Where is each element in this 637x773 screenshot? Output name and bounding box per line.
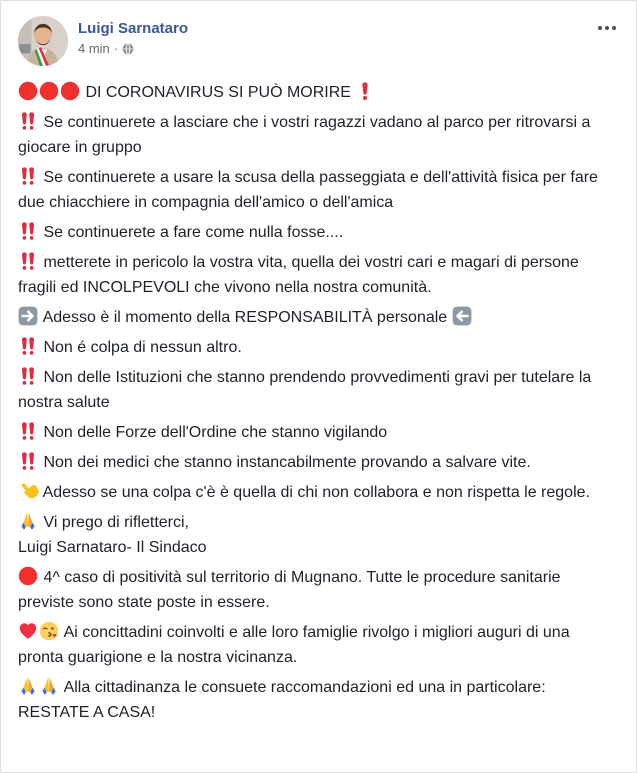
post-paragraph [18,305,619,330]
paragraph-text: Adesso se una colpa c'è è quella di chi non collabora e non rispetta le regole. [39,484,590,501]
paragraph-text: Luigi Sarnataro- Il Sindaco [18,539,207,556]
red-heart-emoji [18,621,38,641]
post-paragraph [18,450,619,475]
kissing-face-emoji [39,621,59,641]
paragraph-text: Non delle Forze dell'Ordine che stanno vigilando [39,424,388,441]
paragraph-text: Alla cittadinanza le consuete raccomandazioni ed una in particolare: RESTATE A CASA! [18,679,546,721]
paragraph-text: Se continuerete a lasciare che i vostri ragazzi vadano al parco per ritrovarsi a giocare in gruppo [18,114,591,156]
timestamp-separator: · [113,41,119,56]
post-header [1,1,636,70]
post-paragraph [18,620,619,670]
red-circle-emoji [60,81,80,101]
double-exclamation-emoji [18,251,38,271]
paragraph-text: Ai concittadini coinvolti e alle loro famiglie rivolgo i migliori auguri di una pronta guarigione e la nostra vicinanza. [18,624,570,666]
double-exclamation-emoji [18,111,38,131]
post-timestamp[interactable]: 4 min [78,41,110,56]
paragraph-text: Se continuerete a usare la scusa della passeggiata e dell'attività fisica per fare due chiacchiere in compagnia dell'amico o dell'amica [18,169,598,211]
post-paragraph [18,420,619,445]
pointing-finger-emoji [18,481,38,501]
double-exclamation-emoji [18,336,38,356]
post-paragraph [18,165,619,215]
ellipsis-icon [598,26,602,30]
avatar[interactable] [18,16,68,66]
globe-privacy-icon [122,43,134,55]
post-paragraph [18,565,619,615]
folded-hands-emoji [39,676,59,696]
paragraph-text: Se continuerete a fare come nulla fosse.... [39,224,344,241]
heavy-exclamation-emoji [355,81,375,101]
red-circle-emoji [18,566,38,586]
author-name-link[interactable]: Luigi Sarnataro [78,20,189,37]
post-paragraph [18,510,619,560]
post-paragraph [18,365,619,415]
paragraph-text: metterete in pericolo la vostra vita, quella dei vostri cari e magari di persone fragili ed INCOLPEVOLI che vivono nella nostra comunità. [18,254,579,296]
post-paragraph [18,220,619,245]
paragraph-text: Non delle Istituzioni che stanno prendendo provvedimenti gravi per tutelare la nostra salute [18,369,592,411]
double-exclamation-emoji [18,451,38,471]
double-exclamation-emoji [18,166,38,186]
post-paragraph [18,250,619,300]
paragraph-text: Adesso è il momento della RESPONSABILITÀ personale [39,309,452,326]
post-paragraph [18,675,619,725]
paragraph-text: Vi prego di rifletterci, [39,514,189,531]
folded-hands-emoji [18,676,38,696]
ellipsis-icon [605,26,609,30]
post-body [1,70,636,742]
paragraph-text: 4^ caso di positività sul territorio di Mugnano. Tutte le procedure sanitarie previste sono state poste in essere. [18,569,561,611]
post-paragraph [18,480,619,505]
red-circle-emoji [18,81,38,101]
post-paragraph [18,80,619,105]
post-paragraph [18,335,619,360]
folded-hands-emoji [18,511,38,531]
post-options-button[interactable] [592,16,622,40]
paragraph-text: DI CORONAVIRUS SI PUÒ MORIRE [81,84,356,101]
left-arrow-emoji [452,306,472,326]
ellipsis-icon [612,26,616,30]
double-exclamation-emoji [18,421,38,441]
right-arrow-emoji [18,306,38,326]
paragraph-text: Non é colpa di nessun altro. [39,339,242,356]
double-exclamation-emoji [18,221,38,241]
double-exclamation-emoji [18,366,38,386]
paragraph-text: Non dei medici che stanno instancabilmente provando a salvare vite. [39,454,531,471]
post-paragraph [18,110,619,160]
header-meta [78,16,188,56]
red-circle-emoji [39,81,59,101]
